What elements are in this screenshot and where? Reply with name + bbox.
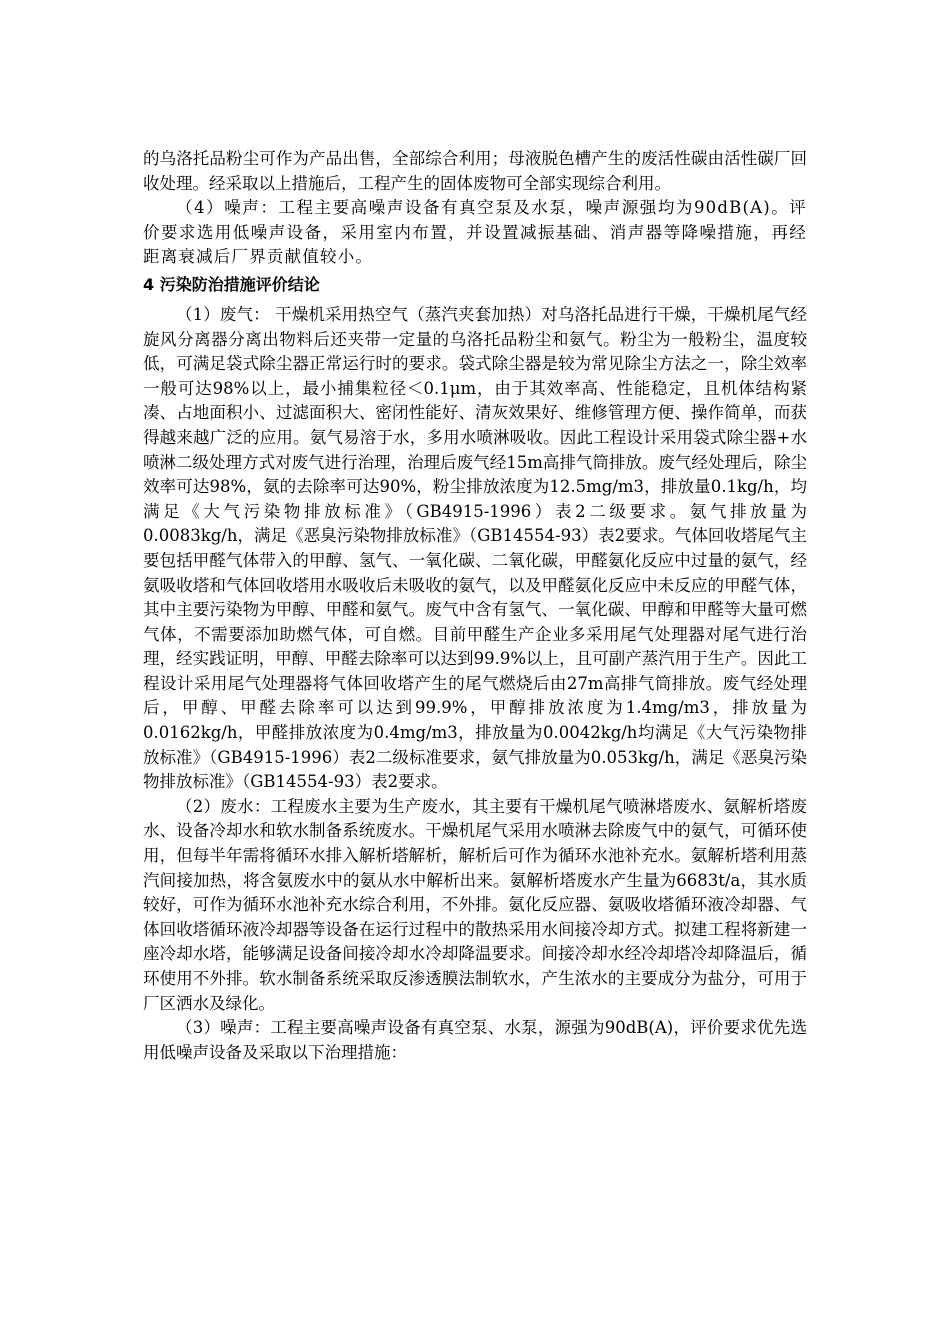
paragraph-noise-3: （3）噪声：工程主要高噪声设备有真空泵、水泵，源强为90dB(A)，评价要求优先选用低噪声设备及采取以下治理措施：: [143, 1018, 807, 1062]
paragraph-solid-waste-continued: 的乌洛托品粉尘可作为产品出售，全部综合利用；母液脱色槽产生的废活性碳由活性碳厂回收处理。经采取以上措施后，工程产生的固体废物可全部实现综合利用。: [143, 149, 807, 193]
document-page: [143, 147, 807, 1065]
paragraph-waste-water: （2）废水：工程废水主要为生产废水，其主要有干燥机尾气喷淋塔废水、氨解析塔废水、设备冷却水和软水制备系统废水。干燥机尾气采用水喷淋去除废气中的氨气，可循环使用，但每半年需将循环水排入解析塔解析，解析后可作为循环水池补充水。氨解析塔利用蒸汽间接加热，将含氨废水中的氨从水中解析出来。氨解析塔废水产生量为6683t/a，其水质较好，可作为循环水池补充水综合利用，不外排。氨化反应器、氨吸收塔循环液冷却器、气体回收塔循环液冷却器等设备在运行过程中的散热采用水间接冷却方式。拟建工程将新建一座冷却水塔，能够满足设备间接冷却水冷却降温要求。间接冷却水经冷却塔冷却降温后，循环使用不外排。软水制备系统采取反渗透膜法制软水，产生浓水的主要成分为盐分，可用于厂区洒水及绿化。: [143, 796, 807, 1013]
paragraph-waste-gas: （1）废气： 干燥机采用热空气（蒸汽夹套加热）对乌洛托品进行干燥，干燥机尾气经旋风分离器分离出物料后还夹带一定量的乌洛托品粉尘和氨气。粉尘为一般粉尘，温度较低，可满足袋式除尘器正常运行时的要求。袋式除尘器是较为常见除尘方法之一，除尘效率一般可达98%以上，最小捕集粒径＜0.1μm，由于其效率高、性能稳定，且机体结构紧凑、占地面积小、过滤面积大、密闭性能好、清灰效果好、维修管理方便、操作简单，而获得越来越广泛的应用。氨气易溶于水，多用水喷淋吸收。因此工程设计采用袋式除尘器+水喷淋二级处理方式对废气进行治理，治理后废气经15m高排气筒排放。废气经处理后，除尘效率可达98%，氨的去除率可达90%，粉尘排放浓度为12.5mg/m3，排放量0.1kg/h，均满足《大气污染物排放标准》（GB4915-1996）表2二级要求。氨气排放量为0.0083kg/h，满足《恶臭污染物排放标准》（GB14554-93）表2要求。气体回收塔尾气主要包括甲醛气体带入的甲醇、氢气、一氧化碳、二氧化碳，甲醛氨化反应中过量的氨气，经氨吸收塔和气体回收塔用水吸收后未吸收的氨气，以及甲醛氨化反应中未反应的甲醛气体，其中主要污染物为甲醇、甲醛和氨气。废气中含有氢气、一氧化碳、甲醇和甲醛等大量可燃气体，不需要添加助燃气体，可自燃。目前甲醛生产企业多采用尾气处理器对尾气进行治理，经实践证明，甲醇、甲醛去除率可以达到99.9%以上，且可副产蒸汽用于生产。因此工程设计采用尾气处理器将气体回收塔产生的尾气燃烧后由27m高排气筒排放。废气经处理后，甲醇、甲醛去除率可以达到99.9%，甲醇排放浓度为1.4mg/m3，排放量为0.0162kg/h，甲醛排放浓度为0.4mg/m3，排放量为0.0042kg/h均满足《大气污染物排放标准》（GB4915-1996）表2二级标准要求，氨气排放量为0.053kg/h，满足《恶臭污染物排放标准》（GB14554-93）表2要求。: [143, 304, 807, 792]
paragraph-noise-4: （4）噪声：工程主要高噪声设备有真空泵及水泵，噪声源强均为90dB(A)。评价要求选用低噪声设备，采用室内布置，并设置减振基础、消声器等降噪措施，再经距离衰减后厂界贡献值较小。: [143, 198, 807, 267]
section-heading: 4 污染防治措施评价结论: [143, 274, 320, 294]
